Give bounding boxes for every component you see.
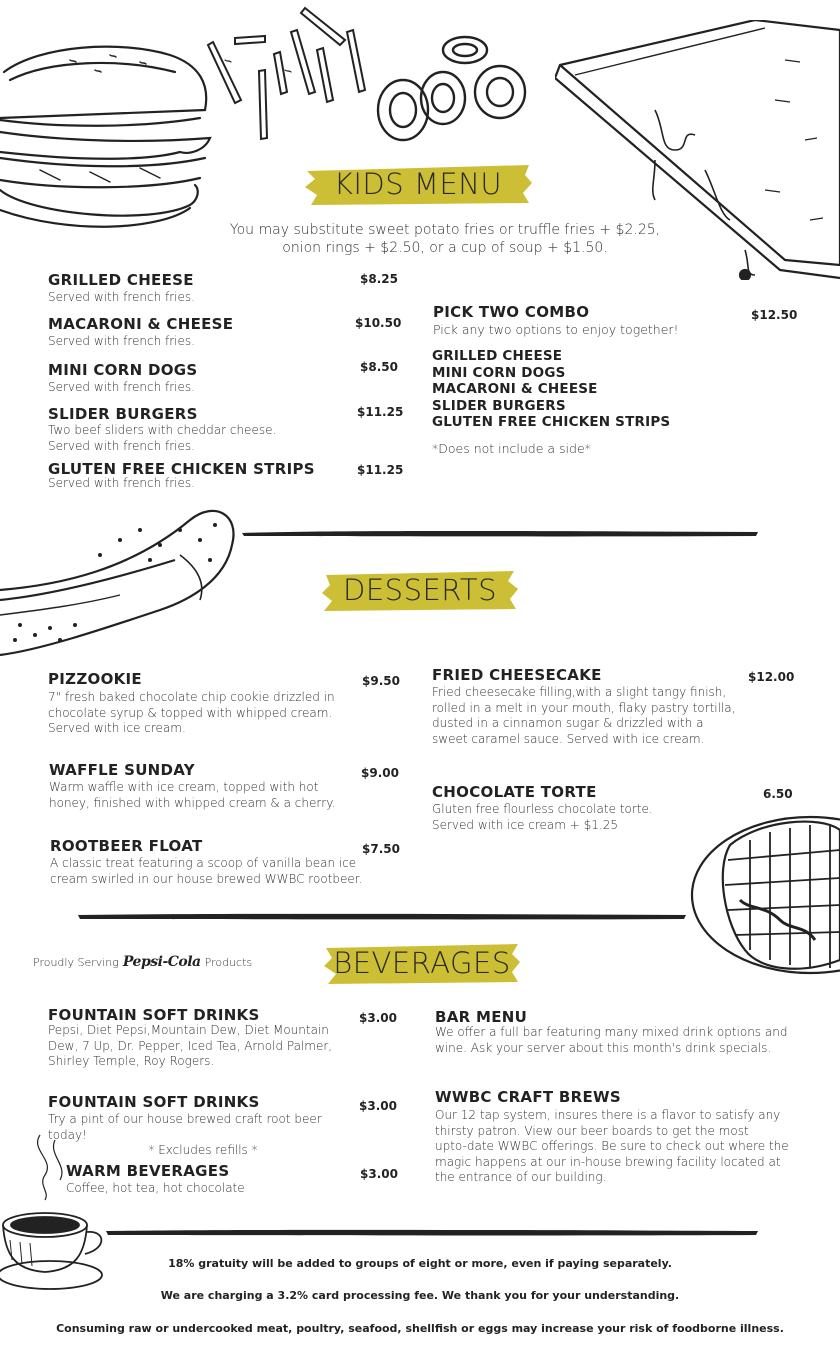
menu-item-price: $3.00	[360, 1167, 398, 1181]
beverages-header	[322, 940, 522, 986]
menu-item-desc: We offer a full bar featuring many mixed drink options and wine. Ask your server about this month's drink specials.	[435, 1025, 788, 1055]
menu-item-name: FOUNTAIN SOFT DRINKS	[48, 1006, 260, 1024]
menu-item-desc: Served with french fries.	[48, 380, 195, 394]
onion-rings-sketch-icon	[375, 30, 535, 155]
menu-item-desc: 7" fresh baked chocolate chip cookie drizzled in chocolate syrup & topped with whipped cream. Served with ice cream.	[48, 690, 335, 735]
menu-item-price: $11.25	[357, 405, 404, 419]
menu-item-price: $11.25	[357, 463, 404, 477]
beverages-title: BEVERAGES	[333, 946, 511, 980]
menu-item-desc: Pepsi, Diet Pepsi,Mountain Dew, Diet Mountain Dew, 7 Up, Dr. Pepper, Iced Tea, Arnold Palmer, Shirley Temple, Roy Rogers.	[48, 1023, 333, 1068]
section-divider	[104, 1226, 760, 1238]
fries-sketch-icon	[205, 0, 380, 150]
section-divider	[76, 910, 688, 922]
menu-item-desc: Fried cheesecake filling,with a slight tangy finish, rolled in a melt in your mouth, flaky pastry tortilla, dusted in a cinnamon sugar & drizzled with a sweet caramel sauce. Served with ice cream.	[432, 685, 736, 746]
menu-item-price: $9.00	[361, 766, 399, 780]
combo-option: SLIDER BURGERS	[432, 397, 566, 414]
menu-item-name: MINI CORN DOGS	[48, 361, 198, 379]
menu-item-desc: Served with french fries.	[48, 476, 195, 490]
menu-item-name: WWBC CRAFT BREWS	[435, 1088, 622, 1106]
combo-option: GLUTEN FREE CHICKEN STRIPS	[432, 414, 671, 430]
combo-option: GRILLED CHEESE	[432, 348, 563, 364]
menu-item-name: ROOTBEER FLOAT	[50, 837, 203, 855]
combo-option: MINI CORN DOGS	[432, 364, 566, 381]
menu-item-desc: Served with french fries.	[48, 334, 195, 348]
menu-item-price: $3.00	[359, 1011, 397, 1025]
waffle-sketch-icon	[690, 810, 840, 980]
kids-menu-header	[303, 161, 533, 207]
menu-item-name: SLIDER BURGERS	[48, 405, 198, 423]
footer-health-warning: Consuming raw or undercooked meat, poultry, seafood, shellfish or eggs may increase your risk of foodborne illness.	[56, 1322, 784, 1335]
combo-desc: Pick any two options to enjoy together!	[433, 322, 679, 337]
kids-menu-title: KIDS MENU	[333, 167, 503, 201]
menu-item-name: CHOCOLATE TORTE	[432, 783, 597, 801]
menu-item-desc: Try a pint of our house brewed craft root beer today! * Excludes refills *	[48, 1112, 322, 1157]
menu-item-name: BAR MENU	[435, 1008, 528, 1026]
menu-item-desc: Warm waffle with ice cream, topped with hot honey, finished with whipped cream & a cherry.	[49, 780, 336, 810]
menu-item-price: $8.25	[360, 272, 398, 286]
combo-options-list	[432, 348, 670, 431]
desserts-header	[320, 567, 520, 613]
desserts-title: DESSERTS	[343, 573, 497, 607]
menu-item-desc: Coffee, hot tea, hot chocolate	[66, 1181, 245, 1195]
combo-option: MACARONI & CHEESE	[432, 381, 598, 397]
menu-item-desc: Served with french fries.	[48, 290, 195, 304]
footer-card-fee-note: We are charging a 3.2% card processing fee. We thank you for your understanding.	[160, 1289, 680, 1302]
menu-item-price: $10.50	[355, 316, 402, 330]
menu-item-price: 6.50	[763, 787, 793, 801]
proudly-serving: Proudly Serving Pepsi-Cola Products	[33, 954, 253, 970]
combo-price: $12.50	[751, 308, 798, 322]
menu-item-price: $8.50	[360, 360, 398, 374]
cannoli-sketch-icon	[0, 500, 240, 670]
burger-sketch-icon	[0, 40, 215, 240]
footer-gratuity-note: 18% gratuity will be added to groups of eight or more, even if paying separately.	[168, 1257, 672, 1270]
menu-item-name: GLUTEN FREE CHICKEN STRIPS	[48, 460, 315, 478]
menu-item-desc: Two beef sliders with cheddar cheese. Served with french fries.	[48, 423, 277, 453]
menu-item-price: $3.00	[359, 1099, 397, 1113]
menu-item-desc: A classic treat featuring a scoop of vanilla bean ice cream swirled in our house brewed WWBC rootbeer.	[50, 856, 363, 886]
menu-item-name: MACARONI & CHEESE	[48, 315, 234, 333]
pepsi-logo: Pepsi-Cola	[122, 954, 201, 970]
menu-item-price: $12.00	[748, 670, 795, 684]
menu-item-name: GRILLED CHEESE	[48, 271, 194, 289]
combo-name: PICK TWO COMBO	[433, 303, 590, 321]
menu-item-name: WAFFLE SUNDAY	[49, 761, 195, 779]
combo-footnote: *Does not include a side*	[432, 441, 591, 456]
menu-item-desc: Our 12 tap system, insures there is a flavor to satisfy any thirsty patron. View our beer boards to get the most upto-date WWBC offerings. Be sure to check out where the magic happens at our in-house brewing facility located at the entrance of our building.	[435, 1108, 789, 1184]
menu-item-name: FRIED CHEESECAKE	[432, 666, 602, 684]
menu-item-desc: Gluten free flourless chocolate torte. Served with ice cream + $1.25	[432, 802, 653, 832]
menu-item-price: $7.50	[362, 842, 400, 856]
menu-item-name: PIZZOOKIE	[48, 670, 142, 688]
menu-item-price: $9.50	[362, 674, 400, 688]
section-divider	[240, 527, 760, 539]
kids-substitution-note: You may substitute sweet potato fries or truffle fries + $2.25, onion rings + $2.50, or a cup of soup + $1.50.	[229, 222, 661, 256]
menu-item-name: WARM BEVERAGES	[66, 1162, 230, 1180]
menu-item-name: FOUNTAIN SOFT DRINKS	[48, 1093, 260, 1111]
